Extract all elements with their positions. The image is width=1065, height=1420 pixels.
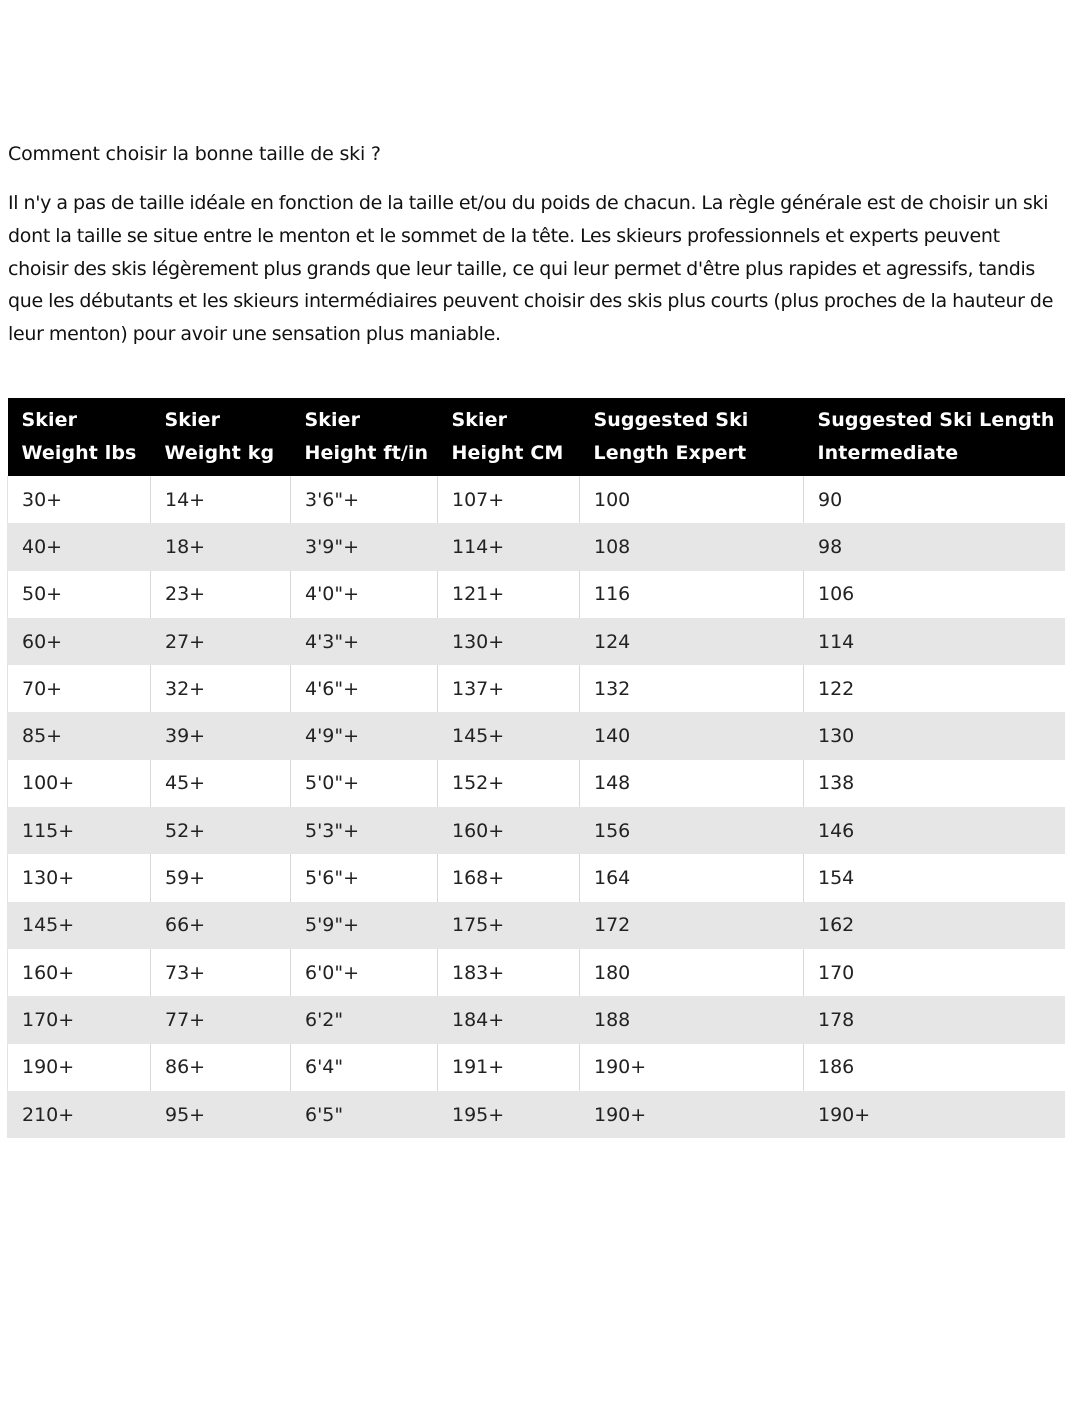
cell-height-cm: 195+ <box>438 1091 580 1138</box>
article-intro: Il n'y a pas de taille idéale en fonction de la taille et/ou du poids de chacun. La règle générale est de choisir un ski dont la taille se situe entre le menton et le sommet de la tête. Les skieurs professionnels et experts peuvent choisir des skis légèrement plus grands que leur taille, ce qui leur permet d'être plus rapides et agressifs, tandis que les débutants et les skieurs intermédiaires peuvent choisir des skis plus courts (plus proches de la hauteur de leur menton) pour avoir une sensation plus maniable. <box>8 192 1054 346</box>
header-line: Skier <box>451 409 508 431</box>
cell-length-intermediate: 178 <box>804 996 1065 1043</box>
cell-length-intermediate: 114 <box>804 618 1065 665</box>
table-row <box>8 854 1065 901</box>
cell-height-ft-in: 4'0"+ <box>291 571 438 618</box>
ski-size-table <box>7 398 1065 1138</box>
cell-weight-kg: 95+ <box>151 1091 291 1138</box>
cell-length-intermediate: 170 <box>804 949 1065 996</box>
header-line: Length Expert <box>593 442 747 464</box>
cell-height-ft-in: 6'4" <box>291 1044 438 1091</box>
header-weight-lbs <box>8 398 151 476</box>
header-line: Suggested Ski Length <box>817 409 1055 431</box>
table-row <box>8 902 1065 949</box>
cell-height-ft-in: 4'6"+ <box>291 665 438 712</box>
header-line: Skier <box>21 409 78 431</box>
cell-height-cm: 175+ <box>438 902 580 949</box>
cell-length-intermediate: 122 <box>804 665 1065 712</box>
cell-height-cm: 191+ <box>438 1044 580 1091</box>
cell-length-expert: 188 <box>580 996 804 1043</box>
cell-weight-kg: 52+ <box>151 807 291 854</box>
cell-weight-lbs: 170+ <box>8 996 151 1043</box>
cell-length-expert: 124 <box>580 618 804 665</box>
cell-weight-lbs: 115+ <box>8 807 151 854</box>
header-line: Intermediate <box>817 442 959 464</box>
cell-weight-kg: 86+ <box>151 1044 291 1091</box>
cell-length-expert: 180 <box>580 949 804 996</box>
cell-height-ft-in: 4'9"+ <box>291 712 438 759</box>
cell-weight-lbs: 190+ <box>8 1044 151 1091</box>
cell-length-intermediate: 90 <box>804 476 1065 523</box>
cell-length-intermediate: 98 <box>804 523 1065 570</box>
cell-weight-lbs: 100+ <box>8 760 151 807</box>
cell-height-cm: 160+ <box>438 807 580 854</box>
cell-height-cm: 130+ <box>438 618 580 665</box>
cell-weight-lbs: 70+ <box>8 665 151 712</box>
table-row <box>8 1091 1065 1138</box>
cell-length-expert: 190+ <box>580 1091 804 1138</box>
table-row <box>8 618 1065 665</box>
cell-height-ft-in: 3'6"+ <box>291 476 438 523</box>
cell-length-expert: 100 <box>580 476 804 523</box>
header-line: Skier <box>304 409 361 431</box>
cell-height-cm: 184+ <box>438 996 580 1043</box>
table-body <box>8 476 1065 1138</box>
cell-height-cm: 168+ <box>438 854 580 901</box>
cell-height-cm: 107+ <box>438 476 580 523</box>
cell-weight-lbs: 130+ <box>8 854 151 901</box>
cell-length-expert: 172 <box>580 902 804 949</box>
table-header <box>8 398 1065 476</box>
cell-weight-kg: 59+ <box>151 854 291 901</box>
cell-height-ft-in: 6'0"+ <box>291 949 438 996</box>
cell-height-ft-in: 3'9"+ <box>291 523 438 570</box>
cell-height-ft-in: 5'9"+ <box>291 902 438 949</box>
cell-length-expert: 108 <box>580 523 804 570</box>
cell-weight-lbs: 40+ <box>8 523 151 570</box>
header-line: Weight lbs <box>21 442 137 464</box>
cell-height-cm: 137+ <box>438 665 580 712</box>
cell-weight-lbs: 85+ <box>8 712 151 759</box>
cell-weight-kg: 27+ <box>151 618 291 665</box>
cell-weight-kg: 73+ <box>151 949 291 996</box>
header-line: Weight kg <box>164 442 275 464</box>
table-row <box>8 571 1065 618</box>
cell-height-cm: 114+ <box>438 523 580 570</box>
cell-weight-kg: 23+ <box>151 571 291 618</box>
article-heading: Comment choisir la bonne taille de ski ? <box>8 143 381 165</box>
cell-weight-kg: 39+ <box>151 712 291 759</box>
cell-weight-kg: 77+ <box>151 996 291 1043</box>
cell-length-expert: 116 <box>580 571 804 618</box>
cell-length-expert: 140 <box>580 712 804 759</box>
header-length-expert <box>580 398 804 476</box>
cell-height-ft-in: 5'0"+ <box>291 760 438 807</box>
cell-height-cm: 183+ <box>438 949 580 996</box>
cell-weight-lbs: 160+ <box>8 949 151 996</box>
cell-length-expert: 156 <box>580 807 804 854</box>
header-height-cm <box>438 398 580 476</box>
cell-height-ft-in: 4'3"+ <box>291 618 438 665</box>
header-weight-kg <box>151 398 291 476</box>
cell-length-intermediate: 106 <box>804 571 1065 618</box>
table-row <box>8 807 1065 854</box>
cell-length-intermediate: 138 <box>804 760 1065 807</box>
table-row <box>8 523 1065 570</box>
cell-length-intermediate: 190+ <box>804 1091 1065 1138</box>
cell-height-ft-in: 6'5" <box>291 1091 438 1138</box>
table-row <box>8 476 1065 523</box>
cell-height-cm: 121+ <box>438 571 580 618</box>
cell-weight-kg: 18+ <box>151 523 291 570</box>
cell-length-expert: 132 <box>580 665 804 712</box>
cell-weight-kg: 66+ <box>151 902 291 949</box>
cell-length-intermediate: 130 <box>804 712 1065 759</box>
cell-height-cm: 152+ <box>438 760 580 807</box>
cell-weight-lbs: 145+ <box>8 902 151 949</box>
header-line: Height ft/in <box>304 442 429 464</box>
cell-height-cm: 145+ <box>438 712 580 759</box>
table-row <box>8 760 1065 807</box>
cell-length-intermediate: 186 <box>804 1044 1065 1091</box>
cell-weight-kg: 32+ <box>151 665 291 712</box>
table-row <box>8 949 1065 996</box>
cell-length-expert: 148 <box>580 760 804 807</box>
cell-weight-kg: 45+ <box>151 760 291 807</box>
cell-weight-lbs: 30+ <box>8 476 151 523</box>
cell-height-ft-in: 6'2" <box>291 996 438 1043</box>
header-length-intermediate <box>804 398 1065 476</box>
cell-height-ft-in: 5'6"+ <box>291 854 438 901</box>
cell-length-expert: 190+ <box>580 1044 804 1091</box>
cell-length-intermediate: 146 <box>804 807 1065 854</box>
header-line: Skier <box>164 409 221 431</box>
table-row <box>8 1044 1065 1091</box>
cell-weight-kg: 14+ <box>151 476 291 523</box>
table-row <box>8 996 1065 1043</box>
cell-length-expert: 164 <box>580 854 804 901</box>
header-line: Suggested Ski <box>593 409 749 431</box>
table-row <box>8 712 1065 759</box>
cell-length-intermediate: 154 <box>804 854 1065 901</box>
table-row <box>8 665 1065 712</box>
header-line: Height CM <box>451 442 564 464</box>
header-height-ft-in <box>291 398 438 476</box>
article <box>8 138 1065 351</box>
cell-weight-lbs: 210+ <box>8 1091 151 1138</box>
cell-length-intermediate: 162 <box>804 902 1065 949</box>
cell-weight-lbs: 50+ <box>8 571 151 618</box>
cell-weight-lbs: 60+ <box>8 618 151 665</box>
table-header-row <box>8 398 1065 476</box>
cell-height-ft-in: 5'3"+ <box>291 807 438 854</box>
